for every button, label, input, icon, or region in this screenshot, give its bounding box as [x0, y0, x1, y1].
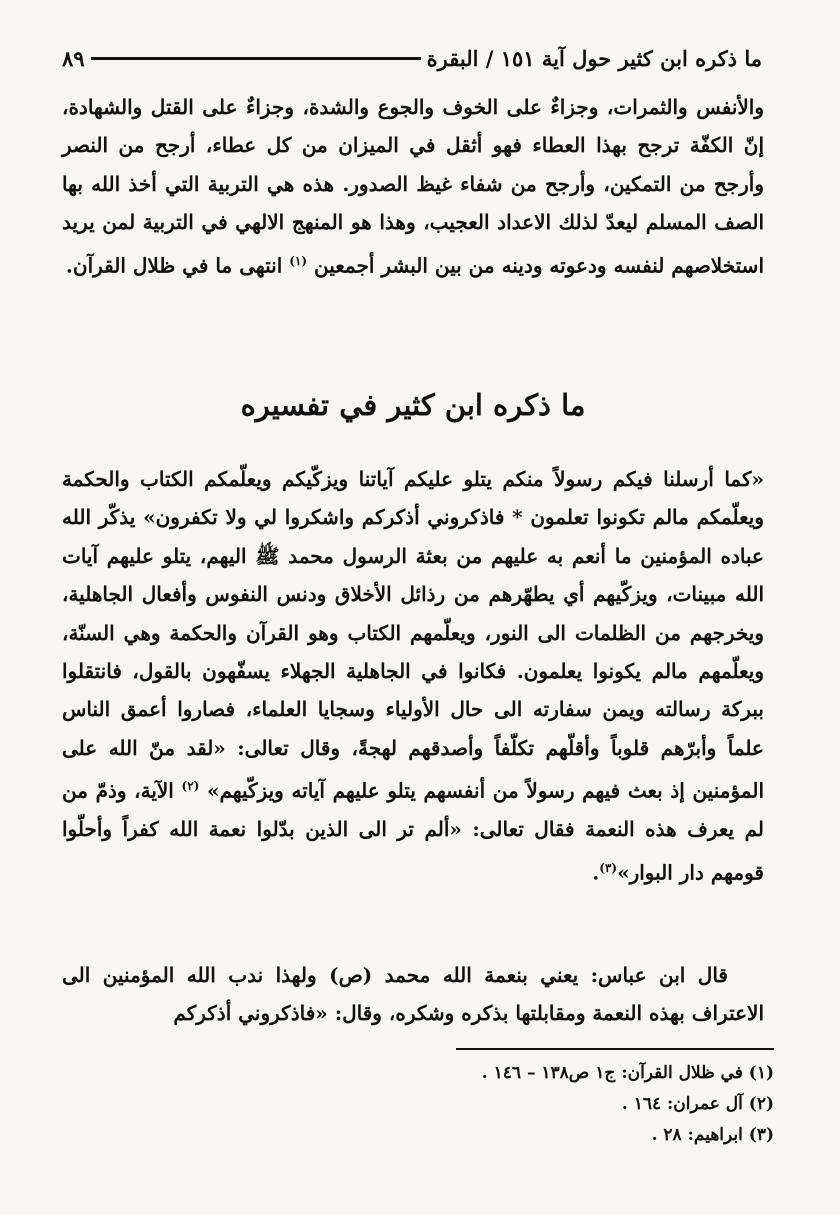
- footnote-1: (١) في ظلال القرآن: ج١ ص١٣٨ – ١٤٦ .: [481, 1063, 774, 1083]
- section-title: ما ذكره ابن كثير في تفسيره: [240, 388, 586, 422]
- footnote-3: (٣) ابراهيم: ٢٨ .: [651, 1125, 774, 1145]
- header-rule: [91, 57, 421, 60]
- page-header: [62, 38, 762, 78]
- paragraph-3: [62, 956, 764, 1033]
- footnote-ref-1: (١): [289, 253, 308, 268]
- footnote-separator: [456, 1048, 774, 1050]
- paragraph-2-text: «كما أرسلنا فيكم رسولاً منكم يتلو عليكم آياتنا ويزكّيكم ويعلّمكم الكتاب والحكمة ويعلّمكم مالم تكونوا تعلمون * فاذكروني أذكركم واشكروا لي ولا تكفرون» يذكّر الله عباده المؤمنين ما أنعم به عليهم من بعثة الرسول محمد ﷺ اليهم، يتلو عليهم آيات الله مبينات، ويزكّيهم أي يطهّرهم من رذائل الأخلاق ودنس النفوس وأفعال الجاهلية، ويخرجهم من الظلمات الى النور، ويعلّمهم الكتاب وهو القرآن والحكمة وهي السنّة، ويعلّمهم مالم يكونوا يعلمون. فكانوا في الجاهلية الجهلاء يسفّهون بالقول، فانتقلوا ببركة رسالته ويمن سفارته الى حال الأولياء وسجايا العلماء، فصاروا أعمق الناس علماً وأبرّهم قلوباً وأقلّهم تكلّفاً وأصدقهم لهجةً، وقال تعالى: «لقد منّ الله على المؤمنين إذ بعث فيهم رسولاً من أنفسهم يتلو عليهم آياته ويزكّيهم»: [62, 467, 764, 803]
- paragraph-1-end: انتهى ما في ظلال القرآن.: [65, 253, 283, 278]
- paragraph-1: [62, 88, 764, 285]
- paragraph-2-body: «كما أرسلنا فيكم رسولاً منكم يتلو عليكم آياتنا ويزكّيكم ويعلّمكم الكتاب والحكمة ويعلّمكم مالم تكونوا تعلمون * فاذكروني أذكركم واشكروا لي ولا تكفرون» يذكّر الله عباده المؤمنين ما أنعم به عليهم من بعثة الرسول محمد ﷺ اليهم، يتلو عليهم آيات الله مبينات، ويزكّيهم أي يطهّرهم من رذائل الأخلاق ودنس النفوس وأفعال الجاهلية، ويخرجهم من الظلمات الى النور، ويعلّمهم الكتاب وهو القرآن والحكمة وهي السنّة، ويعلّمهم مالم يكونوا يعلمون. فكانوا في الجاهلية الجهلاء يسفّهون بالقول، فانتقلوا ببركة رسالته ويمن سفارته الى حال الأولياء وسجايا العلماء، فصاروا أعمق الناس علماً وأبرّهم قلوباً وأقلّهم تكلّفاً وأصدقهم لهجةً، وقال تعالى: «لقد منّ الله على المؤمنين إذ بعث فيهم رسولاً من أنفسهم يتلو عليهم آياته ويزكّيهم» $^{(٢)}$ الآية، وذمّ من لم يعرف هذه النعمة فقال تعالى: «ألم تر الى الذين بدّلوا نعمة الله كفراً وأحلّوا قومهم دار البوار»$^{(٣)}$.: [62, 467, 764, 885]
- paragraph-continued: [62, 88, 764, 285]
- footnote-2: (٢) آل عمران: ١٦٤ .: [621, 1094, 774, 1114]
- paragraph-2: [62, 460, 764, 892]
- paragraph-3-text: قال ابن عباس: يعني بنعمة الله محمد (ص) ولهذا ندب الله المؤمنين الى الاعتراف بهذه النعمة ومقابلتها بذكره وشكره، وقال: «فاذكروني أذكركم: [62, 963, 764, 1026]
- footnote-ref-3: (٣): [599, 860, 618, 875]
- footnotes: [294, 1058, 774, 1151]
- page-number: ٨٩: [62, 45, 85, 71]
- footnote-ref-2: (٢): [181, 779, 200, 794]
- paragraph-2-mid: الآية، وذمّ من لم يعرف هذه النعمة فقال تعالى: «ألم تر الى الذين بدّلوا نعمة الله كفراً وأحلّوا قومهم دار البوار»: [62, 778, 764, 885]
- paragraph-1-text: والأنفس والثمرات، وجزاءٌ على الخوف والجوع والشدة، وجزاءٌ على القتل والشهادة، إنّ الكفّة ترجح بهذا العطاء فهو أثقل في الميزان من كل عطاء، أرجح من النصر وأرجح من التمكين، وأرجح من شفاء غيظ الصدور. هذه هي التربية التي أخذ الله بها الصف المسلم ليعدّ لذلك الاعداد العجيب، وهذا هو المنهج الالهي في التربية لمن يريد استخلاصهم لنفسه ودعوته ودينه من بين البشر أجمعين: [62, 95, 765, 278]
- running-title: ما ذكره ابن كثير حول آية ١٥١ / البقرة: [426, 45, 762, 71]
